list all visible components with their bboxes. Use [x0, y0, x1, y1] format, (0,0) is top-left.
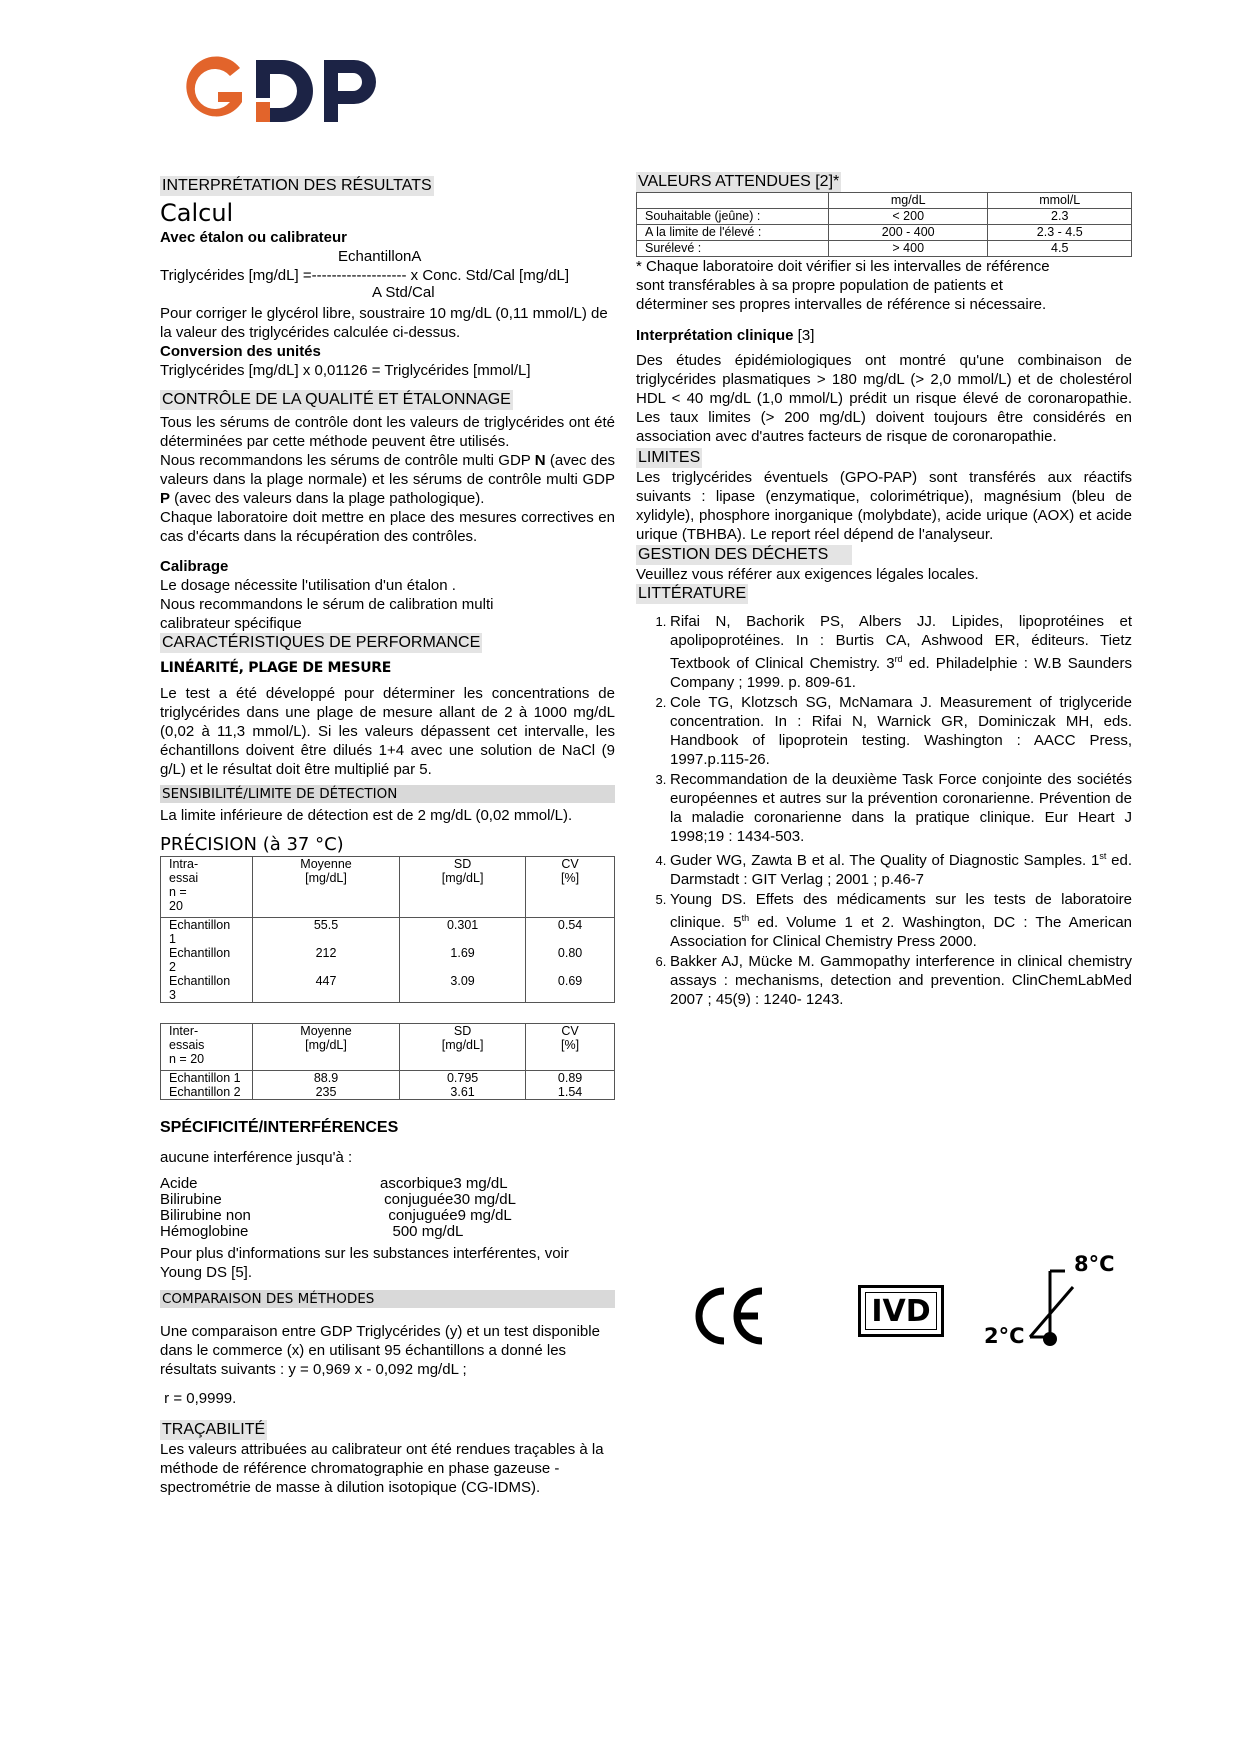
glycerol-text: Pour corriger le glycérol libre, soustraire 10 mg/dL (0,11 mmol/L) de la valeur des triglycérides calculée ci-dessus.	[160, 305, 608, 341]
table-header-cell	[637, 193, 829, 209]
temp-low-label: 2°C	[984, 1324, 1025, 1348]
table-header-cell: Moyenne [mg/dL]	[253, 857, 400, 918]
table-header-row	[161, 857, 615, 918]
logo-letter-p	[324, 60, 376, 122]
table-cell: 447	[253, 974, 400, 1003]
table-cell: Surélevé :	[637, 241, 829, 257]
table-row	[161, 1085, 615, 1100]
limits-text: Les triglycérides éventuels (GPO-PAP) sont transférés aux réactifs suivants : lipase (enzymatique, colorimétrique), magnésium (bleu de xylidyle), phosphore inorganique (molybdate), acide urique (AOX) et acide urique (TBHBA). Le report réel dépend de l'analyseur.	[636, 469, 1132, 543]
table-cell: 0.69	[526, 974, 615, 1003]
conversion-title: Conversion des unités	[160, 343, 321, 360]
ce-mark-icon	[690, 1281, 770, 1351]
interpretation-header: INTERPRÉTATION DES RÉSULTATS	[162, 177, 432, 194]
table-cell: 1.54	[526, 1085, 615, 1100]
table-header-row	[637, 193, 1132, 209]
conversion-text: Triglycérides [mg/dL] x 0,01126 = Triglycérides [mmol/L]	[160, 362, 531, 379]
table-cell: 55.5	[253, 918, 400, 947]
intra-assay-table	[160, 856, 615, 1003]
table-cell: Echantillon 1	[161, 1071, 253, 1086]
linearity-text: Le test a été développé pour déterminer les concentrations de triglycérides dans une plage de mesure allant de 2 à 1000 mg/dL (0,02 à 11,3 mmol/L). Si les valeurs dépassent cet intervalle, les échantillons doivent être dilués 1+4 avec une solution de NaCl (9 g/L) et le résultat doit être multiplié par 5.	[160, 685, 615, 778]
regulatory-symbols	[690, 1252, 1160, 1365]
linearity-title: LINÉARITÉ, PLAGE DE MESURE	[160, 660, 392, 676]
traceability-text: Les valeurs attribuées au calibrateur ont été rendues traçables à la méthode de référence chromatographie en phase gazeuse - spectrométrie de masse à dilution isotopique (CG-IDMS).	[160, 1441, 604, 1496]
table-cell: 212	[253, 946, 400, 974]
table-cell: 2.3	[988, 209, 1132, 225]
gdp-logo	[178, 54, 388, 128]
table-cell: 2.3 - 4.5	[988, 225, 1132, 241]
comparison-r: r = 0,9999.	[160, 1390, 237, 1407]
ivd-icon: IVD	[858, 1285, 944, 1337]
formula-line: Triglycérides [mg/dL] =------------------- x Conc. Std/Cal [mg/dL]	[160, 267, 570, 284]
table-cell: 0.89	[526, 1071, 615, 1086]
table-header-cell: Moyenne [mg/dL]	[253, 1024, 400, 1071]
table-cell: A la limite de l'élevé :	[637, 225, 829, 241]
left-column	[160, 172, 615, 1497]
qc-paragraph-3: Chaque laboratoire doit mettre en place des mesures correctives en cas d'écarts dans la récupération des contrôles.	[160, 509, 615, 545]
list-item: 4. Guder WG, Zawta B et al. The Quality of Diagnostic Samples. 1st ed. Darmstadt : GIT Verlag ; 2001 ; p.46-7	[670, 847, 1132, 889]
qc-header: CONTRÔLE DE LA QUALITÉ ET ÉTALONNAGE	[162, 391, 511, 408]
table-cell: 0.795	[400, 1071, 526, 1086]
table-cell: Echantillon 2	[161, 1085, 253, 1100]
interference-list	[160, 1176, 615, 1240]
table-row	[161, 1071, 615, 1086]
etalon-title: Avec étalon ou calibrateur	[160, 229, 348, 246]
table-cell: 88.9	[253, 1071, 400, 1086]
formula-denominator: A Std/Cal	[372, 284, 435, 301]
table-cell: 200 - 400	[829, 225, 988, 241]
logo-accent	[256, 102, 270, 122]
waste-header: GESTION DES DÉCHETS	[636, 545, 852, 565]
table-header-cell: Inter- essais n = 20	[161, 1024, 253, 1071]
traceability-header: TRAÇABILITÉ	[162, 1421, 266, 1438]
list-item: Bilirubine non conjuguée9 mg/dL	[160, 1207, 512, 1224]
table-header-cell: mmol/L	[988, 193, 1132, 209]
table-row	[637, 225, 1132, 241]
clinical-title: Interprétation clinique [3]	[636, 327, 815, 344]
table-row	[161, 974, 615, 1003]
specificity-more: Pour plus d'informations sur les substances interférentes, voir Young DS [5].	[160, 1245, 569, 1281]
clinical-text: Des études épidémiologiques ont montré qu'une combinaison de triglycérides plasmatiques > 180 mg/dL (> 2,0 mmol/L) et de cholestérol HDL < 40 mg/dL (1,0 mmol/L) prédit un risque élevé de coronaropathie. Les taux limites (> 200 mg/dL) doivent toujours être considérés en association avec d'autres facteurs de risque de coronaropathie.	[636, 352, 1132, 445]
table-cell: > 400	[829, 241, 988, 257]
calibrage-p1: Le dosage nécessite l'utilisation d'un étalon .	[160, 577, 456, 594]
comparison-text: Une comparaison entre GDP Triglycérides (y) et un test disponible dans le commerce (x) en utilisant 95 échantillons a donné les résultats suivants : y = 0,969 x - 0,092 mg/dL ;	[160, 1323, 600, 1378]
table-header-cell: SD [mg/dL]	[400, 1024, 526, 1071]
table-cell: 3.61	[400, 1085, 526, 1100]
sensitivity-text: La limite inférieure de détection est de 2 mg/dL (0,02 mmol/L).	[160, 807, 573, 824]
table-cell: 3.09	[400, 974, 526, 1003]
table-header-row	[161, 1024, 615, 1071]
table-row	[637, 241, 1132, 257]
inter-assay-table	[160, 1023, 615, 1100]
list-item: Acide ascorbique3 mg/dL	[160, 1175, 508, 1192]
list-item: 6. Bakker AJ, Mücke M. Gammopathy interference in clinical chemistry assays : mechanisms, detection and prevention. ClinChemLabMed 2007 ; 45(9) : 1240- 1243.	[670, 952, 1132, 1009]
list-item: 1. Rifai N, Bachorik PS, Albers JJ. Lipides, lipoprotéines et apolipoprotéines. In : Burtis CA, Ashwood ER, éditeurs. Tietz Textbook of Clinical Chemistry. 3rd ed. Philadelphie : W.B Saunders Company ; 1999. p. 809-61.	[670, 612, 1132, 692]
table-cell: Echantillon 2	[161, 946, 253, 974]
list-item: Hémoglobine 500 mg/dL	[160, 1223, 464, 1240]
table-header-cell: SD [mg/dL]	[400, 857, 526, 918]
expected-values-header: VALEURS ATTENDUES [2]*	[638, 173, 840, 190]
table-header-cell: mg/dL	[829, 193, 988, 209]
table-row	[161, 946, 615, 974]
table-cell: < 200	[829, 209, 988, 225]
qc-paragraph-1: Tous les sérums de contrôle dont les valeurs de triglycérides ont été déterminées par cette méthode peuvent être utilisés.	[160, 414, 615, 450]
table-header-cell: CV [%]	[526, 857, 615, 918]
list-item: 5. Young DS. Effets des médicaments sur les tests de laboratoire clinique. 5th ed. Volume 1 et 2. Washington, DC : The American Association for Clinical Chemistry Press 2000.	[670, 890, 1132, 951]
calibrage-p2: Nous recommandons le sérum de calibration multi calibrateur spécifique	[160, 596, 494, 632]
qc-paragraph-2: Nous recommandons les sérums de contrôle multi GDP N (avec des valeurs dans la plage normale) et les sérums de contrôle multi GDP P (avec des valeurs dans la plage pathologique).	[160, 452, 615, 507]
literature-header: LITTÉRATURE	[638, 585, 747, 602]
table-cell: 0.301	[400, 918, 526, 947]
waste-text: Veuillez vous référer aux exigences légales locales.	[636, 566, 979, 583]
table-row	[637, 209, 1132, 225]
precision-title: PRÉCISION (à 37 °C)	[160, 834, 344, 855]
formula-numerator: EchantillonA	[338, 248, 422, 265]
table-header-cell: CV [%]	[526, 1024, 615, 1071]
list-item: 3. Recommandation de la deuxième Task Force conjointe des sociétés européennes et autres sur la prévention coronarienne. Prévention de la maladie coronarienne dans la pratique clinique. Eur Heart J 1998;19 : 1434-503.	[670, 770, 1132, 846]
calibrage-title: Calibrage	[160, 558, 229, 575]
performance-header: CARACTÉRISTIQUES DE PERFORMANCE	[162, 634, 481, 651]
expected-note: * Chaque laboratoire doit vérifier si les intervalles de référence sont transférables à sa propre population de patients et déterminer ses propres intervalles de référence si nécessaire.	[636, 258, 1050, 313]
specificity-intro: aucune interférence jusqu'à :	[160, 1149, 353, 1166]
reference-values-table	[636, 192, 1132, 257]
table-cell: 4.5	[988, 241, 1132, 257]
comparison-header: COMPARAISON DES MÉTHODES	[160, 1290, 615, 1308]
table-header-cell: Intra- essai n = 20	[161, 857, 253, 918]
list-item: Bilirubine conjuguée30 mg/dL	[160, 1191, 516, 1208]
sensitivity-header: SENSIBILITÉ/LIMITE DE DÉTECTION	[160, 785, 615, 803]
temp-high-label: 8°C	[1074, 1252, 1115, 1276]
list-item: 2. Cole TG, Klotzsch SG, McNamara J. Measurement of triglyceride concentration. In : Rifai N, Warnick GR, Dominiczak MH, eds. Handbook of lipoprotein testing. Washington : AACC Press, 1997.p.115-26.	[670, 693, 1132, 769]
limits-header: LIMITES	[638, 449, 701, 466]
table-cell: 0.54	[526, 918, 615, 947]
table-cell: 1.69	[400, 946, 526, 974]
logo-letter-g	[186, 56, 242, 116]
specificity-title: SPÉCIFICITÉ/INTERFÉRENCES	[160, 1119, 399, 1136]
table-row	[161, 918, 615, 947]
calcul-title: Calcul	[160, 199, 234, 227]
table-cell: Souhaitable (jeûne) :	[637, 209, 829, 225]
table-cell: 235	[253, 1085, 400, 1100]
right-column	[636, 172, 1132, 1010]
table-cell: Echantillon 1	[161, 918, 253, 947]
literature-list	[636, 612, 1132, 1009]
table-cell: Echantillon 3	[161, 974, 253, 1003]
table-cell: 0.80	[526, 946, 615, 974]
